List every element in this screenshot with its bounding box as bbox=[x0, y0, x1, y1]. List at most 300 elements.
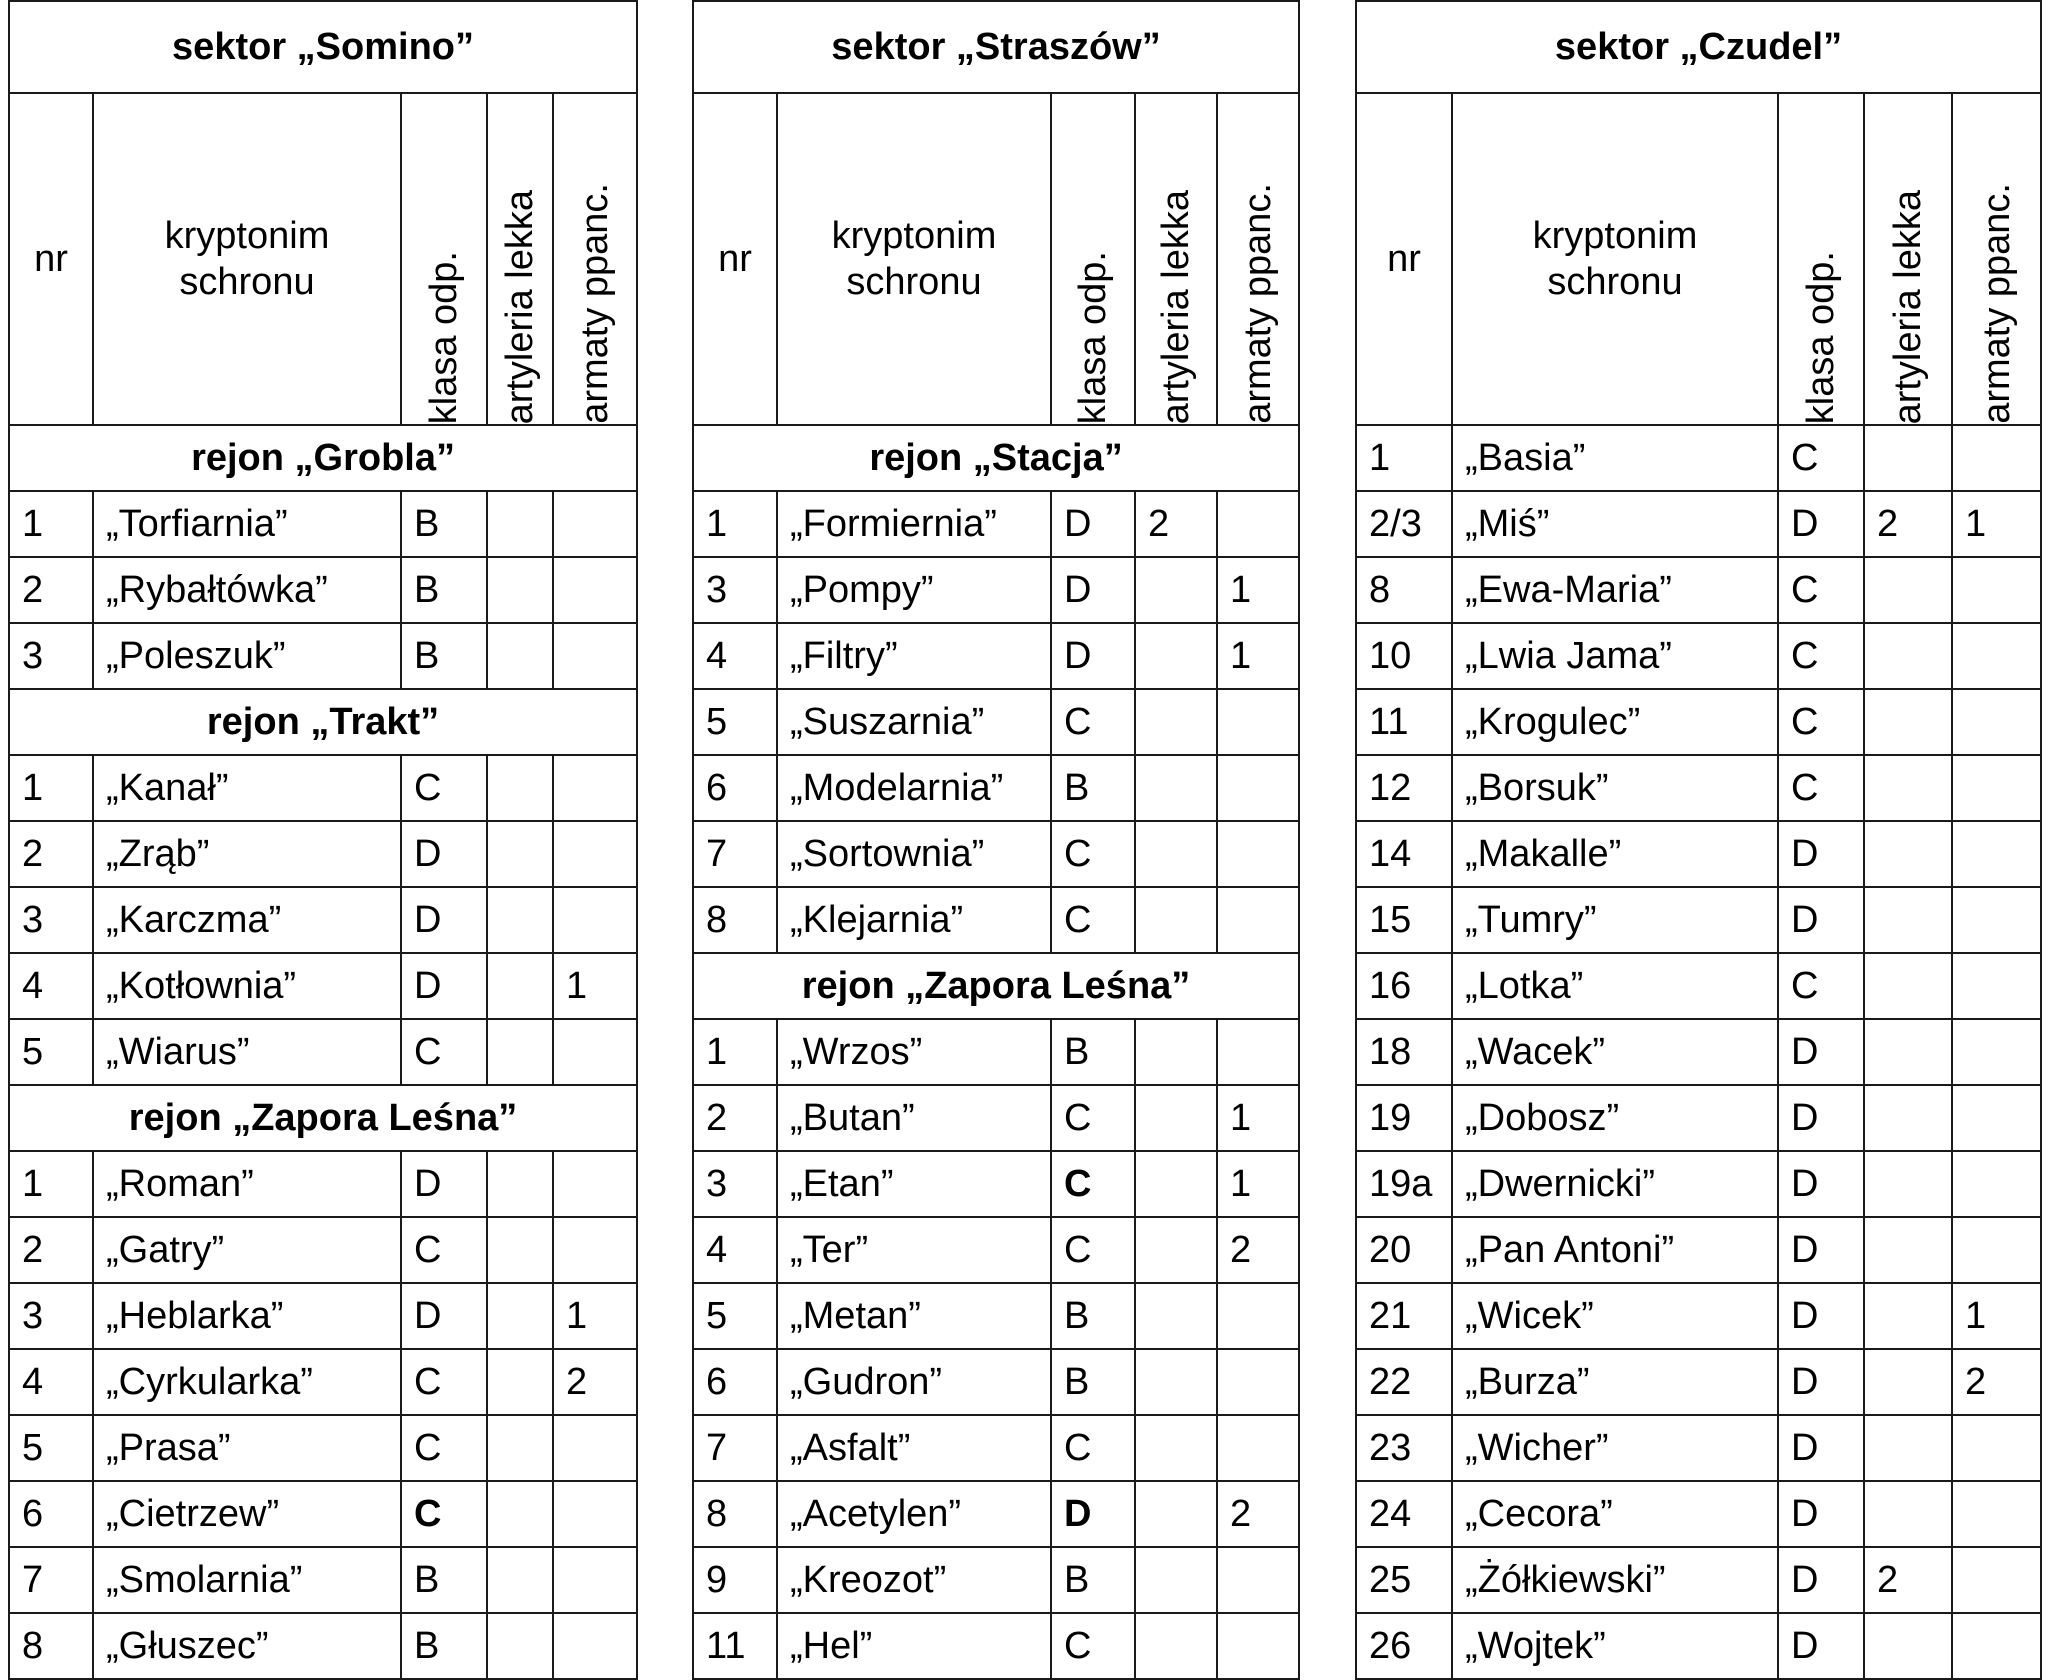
table-row bbox=[693, 755, 1299, 821]
light-artillery-count bbox=[1135, 623, 1217, 689]
resistance-class: C bbox=[401, 1415, 487, 1481]
header-name bbox=[93, 93, 401, 425]
resistance-class: D bbox=[1778, 1547, 1864, 1613]
sector-title: sektor „Czudel” bbox=[1356, 1, 2041, 93]
shelter-name: „Wojtek” bbox=[1452, 1613, 1778, 1679]
at-gun-count bbox=[1952, 1085, 2041, 1151]
header-light-artillery-text: artyleria lekka bbox=[499, 189, 541, 424]
shelter-name: „Hel” bbox=[777, 1613, 1051, 1679]
shelter-nr: 2 bbox=[9, 1217, 93, 1283]
at-gun-count bbox=[553, 491, 637, 557]
table-row bbox=[693, 1019, 1299, 1085]
at-gun-count bbox=[1952, 1547, 2041, 1613]
at-gun-count bbox=[1952, 755, 2041, 821]
header-class bbox=[401, 93, 487, 425]
shelter-nr: 2 bbox=[693, 1085, 777, 1151]
table-row bbox=[9, 953, 637, 1019]
shelter-name: „Cietrzew” bbox=[93, 1481, 401, 1547]
shelter-nr: 1 bbox=[693, 491, 777, 557]
table-row bbox=[9, 1481, 637, 1547]
at-gun-count: 1 bbox=[1217, 623, 1299, 689]
table-row bbox=[693, 1283, 1299, 1349]
shelter-name: „Burza” bbox=[1452, 1349, 1778, 1415]
resistance-class: D bbox=[1778, 1151, 1864, 1217]
resistance-class: C bbox=[401, 755, 487, 821]
resistance-class: D bbox=[1778, 491, 1864, 557]
header-name-line1: kryptonim bbox=[164, 215, 330, 257]
shelter-name: „Torfiarnia” bbox=[93, 491, 401, 557]
header-light-artillery bbox=[1864, 93, 1952, 425]
table-row bbox=[693, 1613, 1299, 1679]
table-row bbox=[693, 1547, 1299, 1613]
table-row bbox=[1356, 425, 2041, 491]
resistance-class: B bbox=[1051, 1547, 1135, 1613]
header-nr: nr bbox=[693, 93, 777, 425]
shelter-nr: 8 bbox=[693, 887, 777, 953]
light-artillery-count bbox=[487, 1481, 553, 1547]
resistance-class: C bbox=[1778, 623, 1864, 689]
at-gun-count bbox=[1952, 425, 2041, 491]
shelter-name: „Kanał” bbox=[93, 755, 401, 821]
header-name-line2: schronu bbox=[179, 261, 315, 303]
table-row bbox=[9, 557, 637, 623]
shelter-nr: 4 bbox=[693, 1217, 777, 1283]
header-light-artillery-text: artyleria lekka bbox=[1155, 189, 1197, 424]
header-class-text: klasa odp. bbox=[1072, 250, 1114, 424]
resistance-class: C bbox=[1778, 755, 1864, 821]
header-light-artillery-text: artyleria lekka bbox=[1887, 189, 1929, 424]
shelter-nr: 1 bbox=[1356, 425, 1452, 491]
shelter-nr: 19 bbox=[1356, 1085, 1452, 1151]
resistance-class: B bbox=[401, 1547, 487, 1613]
table-row bbox=[1356, 491, 2041, 557]
resistance-class: D bbox=[1778, 887, 1864, 953]
table-row bbox=[9, 1547, 637, 1613]
light-artillery-count bbox=[487, 491, 553, 557]
shelter-nr: 1 bbox=[693, 1019, 777, 1085]
shelter-nr: 8 bbox=[1356, 557, 1452, 623]
table-row bbox=[693, 1415, 1299, 1481]
shelter-nr: 7 bbox=[693, 821, 777, 887]
table-row bbox=[693, 1085, 1299, 1151]
at-gun-count: 1 bbox=[1217, 1151, 1299, 1217]
shelter-nr: 26 bbox=[1356, 1613, 1452, 1679]
resistance-class: D bbox=[1778, 1019, 1864, 1085]
shelter-name: „Filtry” bbox=[777, 623, 1051, 689]
header-light-artillery bbox=[1135, 93, 1217, 425]
shelter-name: „Zrąb” bbox=[93, 821, 401, 887]
shelter-nr: 24 bbox=[1356, 1481, 1452, 1547]
table-row bbox=[1356, 1085, 2041, 1151]
light-artillery-count bbox=[1864, 1019, 1952, 1085]
resistance-class: D bbox=[1051, 623, 1135, 689]
shelter-nr: 5 bbox=[9, 1019, 93, 1085]
resistance-class: C bbox=[1778, 953, 1864, 1019]
light-artillery-count bbox=[1864, 755, 1952, 821]
sector-table-somino bbox=[8, 0, 638, 1680]
at-gun-count: 2 bbox=[1217, 1217, 1299, 1283]
at-gun-count bbox=[1217, 1019, 1299, 1085]
light-artillery-count bbox=[487, 1151, 553, 1217]
resistance-class: D bbox=[401, 821, 487, 887]
shelter-name: „Heblarka” bbox=[93, 1283, 401, 1349]
at-gun-count bbox=[1217, 1283, 1299, 1349]
region-label: rejon „Zapora Leśna” bbox=[693, 953, 1299, 1019]
light-artillery-count bbox=[1135, 1415, 1217, 1481]
shelter-nr: 6 bbox=[693, 1349, 777, 1415]
at-gun-count bbox=[553, 557, 637, 623]
resistance-class: C bbox=[1778, 425, 1864, 491]
column-header-row bbox=[693, 93, 1299, 425]
shelter-name: „Kreozot” bbox=[777, 1547, 1051, 1613]
shelter-name: „Roman” bbox=[93, 1151, 401, 1217]
at-gun-count bbox=[553, 1217, 637, 1283]
table-row bbox=[9, 1151, 637, 1217]
light-artillery-count bbox=[1864, 689, 1952, 755]
resistance-class: C bbox=[401, 1019, 487, 1085]
table-row bbox=[1356, 557, 2041, 623]
shelter-name: „Wacek” bbox=[1452, 1019, 1778, 1085]
shelter-name: „Cyrkularka” bbox=[93, 1349, 401, 1415]
shelter-nr: 10 bbox=[1356, 623, 1452, 689]
column-header-row bbox=[1356, 93, 2041, 425]
light-artillery-count bbox=[1135, 557, 1217, 623]
shelter-nr: 21 bbox=[1356, 1283, 1452, 1349]
at-gun-count: 1 bbox=[553, 953, 637, 1019]
table-row bbox=[9, 887, 637, 953]
shelter-name: „Klejarnia” bbox=[777, 887, 1051, 953]
at-gun-count bbox=[1217, 689, 1299, 755]
column-header-row bbox=[9, 93, 637, 425]
at-gun-count: 2 bbox=[1217, 1481, 1299, 1547]
light-artillery-count: 2 bbox=[1864, 1547, 1952, 1613]
light-artillery-count: 2 bbox=[1864, 491, 1952, 557]
resistance-class: D bbox=[1778, 1283, 1864, 1349]
at-gun-count bbox=[1217, 887, 1299, 953]
region-row bbox=[693, 425, 1299, 491]
shelter-nr: 3 bbox=[693, 1151, 777, 1217]
shelter-nr: 2 bbox=[9, 821, 93, 887]
at-gun-count bbox=[1952, 1613, 2041, 1679]
resistance-class: C bbox=[1051, 1613, 1135, 1679]
resistance-class: D bbox=[1778, 1613, 1864, 1679]
table-row bbox=[693, 821, 1299, 887]
shelter-name: „Wicek” bbox=[1452, 1283, 1778, 1349]
light-artillery-count bbox=[1864, 887, 1952, 953]
region-row bbox=[9, 689, 637, 755]
shelter-nr: 3 bbox=[693, 557, 777, 623]
header-at-guns-text: armaty ppanc. bbox=[1975, 183, 2018, 424]
resistance-class: B bbox=[401, 557, 487, 623]
shelter-nr: 5 bbox=[693, 689, 777, 755]
shelter-name: „Metan” bbox=[777, 1283, 1051, 1349]
light-artillery-count bbox=[1135, 1349, 1217, 1415]
shelter-name: „Etan” bbox=[777, 1151, 1051, 1217]
shelter-name: „Lwia Jama” bbox=[1452, 623, 1778, 689]
resistance-class: C bbox=[1051, 1151, 1135, 1217]
sector-title-row bbox=[1356, 1, 2041, 93]
shelter-nr: 18 bbox=[1356, 1019, 1452, 1085]
light-artillery-count bbox=[1135, 1019, 1217, 1085]
table-row bbox=[9, 1613, 637, 1679]
shelter-name: „Krogulec” bbox=[1452, 689, 1778, 755]
at-gun-count bbox=[553, 821, 637, 887]
resistance-class: B bbox=[401, 1613, 487, 1679]
shelter-name: „Pompy” bbox=[777, 557, 1051, 623]
light-artillery-count bbox=[1135, 755, 1217, 821]
at-gun-count: 1 bbox=[1952, 491, 2041, 557]
table-row bbox=[693, 623, 1299, 689]
resistance-class: C bbox=[1778, 557, 1864, 623]
light-artillery-count bbox=[1864, 1415, 1952, 1481]
region-row bbox=[693, 953, 1299, 1019]
shelter-name: „Gudron” bbox=[777, 1349, 1051, 1415]
table-row bbox=[1356, 1283, 2041, 1349]
shelter-name: „Ter” bbox=[777, 1217, 1051, 1283]
shelter-name: „Smolarnia” bbox=[93, 1547, 401, 1613]
at-gun-count: 1 bbox=[1217, 557, 1299, 623]
shelter-name: „Suszarnia” bbox=[777, 689, 1051, 755]
shelter-nr: 22 bbox=[1356, 1349, 1452, 1415]
header-class bbox=[1778, 93, 1864, 425]
light-artillery-count bbox=[487, 1613, 553, 1679]
at-gun-count bbox=[1952, 557, 2041, 623]
table-row bbox=[693, 1151, 1299, 1217]
resistance-class: C bbox=[1051, 1085, 1135, 1151]
region-row bbox=[9, 1085, 637, 1151]
resistance-class: D bbox=[1051, 557, 1135, 623]
resistance-class: C bbox=[401, 1481, 487, 1547]
shelter-name: „Rybałtówka” bbox=[93, 557, 401, 623]
header-name bbox=[777, 93, 1051, 425]
shelter-name: „Pan Antoni” bbox=[1452, 1217, 1778, 1283]
light-artillery-count bbox=[487, 1547, 553, 1613]
shelter-name: „Borsuk” bbox=[1452, 755, 1778, 821]
light-artillery-count bbox=[1135, 1151, 1217, 1217]
at-gun-count bbox=[1217, 755, 1299, 821]
at-gun-count: 1 bbox=[1952, 1283, 2041, 1349]
shelter-nr: 1 bbox=[9, 491, 93, 557]
light-artillery-count bbox=[487, 1019, 553, 1085]
region-label: rejon „Zapora Leśna” bbox=[9, 1085, 637, 1151]
table-row bbox=[693, 557, 1299, 623]
resistance-class: C bbox=[1051, 1217, 1135, 1283]
table-row bbox=[1356, 953, 2041, 1019]
shelter-name: „Butan” bbox=[777, 1085, 1051, 1151]
shelter-name: „Sortownia” bbox=[777, 821, 1051, 887]
table-row bbox=[1356, 1547, 2041, 1613]
sector-title-row bbox=[9, 1, 637, 93]
shelter-name: „Dwernicki” bbox=[1452, 1151, 1778, 1217]
region-label: rejon „Stacja” bbox=[693, 425, 1299, 491]
light-artillery-count bbox=[1864, 1085, 1952, 1151]
shelter-nr: 8 bbox=[9, 1613, 93, 1679]
table-row bbox=[1356, 1151, 2041, 1217]
shelter-nr: 6 bbox=[9, 1481, 93, 1547]
shelter-nr: 4 bbox=[9, 1349, 93, 1415]
shelter-nr: 16 bbox=[1356, 953, 1452, 1019]
light-artillery-count bbox=[1864, 1283, 1952, 1349]
light-artillery-count bbox=[487, 887, 553, 953]
header-class-text: klasa odp. bbox=[1800, 250, 1842, 424]
shelter-nr: 1 bbox=[9, 1151, 93, 1217]
resistance-class: C bbox=[1051, 689, 1135, 755]
table-row bbox=[1356, 887, 2041, 953]
resistance-class: C bbox=[401, 1217, 487, 1283]
shelter-name: „Formiernia” bbox=[777, 491, 1051, 557]
sector-title-row bbox=[693, 1, 1299, 93]
shelter-name: „Gatry” bbox=[93, 1217, 401, 1283]
table-row bbox=[693, 1481, 1299, 1547]
at-gun-count bbox=[553, 1415, 637, 1481]
shelter-name: „Basia” bbox=[1452, 425, 1778, 491]
at-gun-count bbox=[553, 887, 637, 953]
header-class-text: klasa odp. bbox=[423, 250, 465, 424]
resistance-class: D bbox=[401, 1151, 487, 1217]
table-row bbox=[1356, 1415, 2041, 1481]
header-name-line2: schronu bbox=[1547, 261, 1683, 303]
light-artillery-count bbox=[1864, 425, 1952, 491]
header-at-guns bbox=[1952, 93, 2041, 425]
resistance-class: C bbox=[1778, 689, 1864, 755]
sector-table-straszow bbox=[692, 0, 1300, 1680]
light-artillery-count bbox=[1864, 1349, 1952, 1415]
resistance-class: D bbox=[1778, 1415, 1864, 1481]
shelter-name: „Poleszuk” bbox=[93, 623, 401, 689]
at-gun-count: 2 bbox=[553, 1349, 637, 1415]
at-gun-count bbox=[553, 755, 637, 821]
at-gun-count: 1 bbox=[553, 1283, 637, 1349]
header-at-guns bbox=[1217, 93, 1299, 425]
light-artillery-count bbox=[1864, 1613, 1952, 1679]
resistance-class: C bbox=[1051, 821, 1135, 887]
region-row bbox=[9, 425, 637, 491]
shelter-name: „Żółkiewski” bbox=[1452, 1547, 1778, 1613]
light-artillery-count bbox=[1135, 887, 1217, 953]
resistance-class: D bbox=[1778, 1349, 1864, 1415]
at-gun-count bbox=[1217, 1415, 1299, 1481]
resistance-class: D bbox=[1778, 821, 1864, 887]
shelter-nr: 12 bbox=[1356, 755, 1452, 821]
light-artillery-count: 2 bbox=[1135, 491, 1217, 557]
shelter-nr: 7 bbox=[9, 1547, 93, 1613]
light-artillery-count bbox=[487, 1283, 553, 1349]
at-gun-count bbox=[1217, 491, 1299, 557]
table-row bbox=[693, 491, 1299, 557]
table-row bbox=[693, 1217, 1299, 1283]
shelter-name: „Modelarnia” bbox=[777, 755, 1051, 821]
light-artillery-count bbox=[1864, 953, 1952, 1019]
at-gun-count bbox=[1217, 1547, 1299, 1613]
shelter-nr: 3 bbox=[9, 1283, 93, 1349]
shelter-nr: 4 bbox=[693, 623, 777, 689]
table-row bbox=[9, 1415, 637, 1481]
resistance-class: B bbox=[401, 491, 487, 557]
shelter-name: „Lotka” bbox=[1452, 953, 1778, 1019]
at-gun-count bbox=[1217, 821, 1299, 887]
table-row bbox=[1356, 623, 2041, 689]
light-artillery-count bbox=[487, 1415, 553, 1481]
at-gun-count bbox=[1217, 1613, 1299, 1679]
shelter-name: „Asfalt” bbox=[777, 1415, 1051, 1481]
shelter-name: „Miś” bbox=[1452, 491, 1778, 557]
table-row bbox=[9, 1019, 637, 1085]
at-gun-count bbox=[553, 1019, 637, 1085]
at-gun-count bbox=[1952, 1217, 2041, 1283]
shelter-name: „Acetylen” bbox=[777, 1481, 1051, 1547]
resistance-class: D bbox=[401, 953, 487, 1019]
resistance-class: C bbox=[401, 1349, 487, 1415]
at-gun-count bbox=[553, 1481, 637, 1547]
light-artillery-count bbox=[487, 1349, 553, 1415]
shelter-nr: 25 bbox=[1356, 1547, 1452, 1613]
light-artillery-count bbox=[1135, 689, 1217, 755]
table-row bbox=[9, 1217, 637, 1283]
shelter-nr: 11 bbox=[693, 1613, 777, 1679]
table-row bbox=[9, 1349, 637, 1415]
shelter-nr: 2 bbox=[9, 557, 93, 623]
shelter-nr: 15 bbox=[1356, 887, 1452, 953]
light-artillery-count bbox=[1864, 1151, 1952, 1217]
header-class bbox=[1051, 93, 1135, 425]
at-gun-count bbox=[553, 1547, 637, 1613]
shelter-name: „Makalle” bbox=[1452, 821, 1778, 887]
light-artillery-count bbox=[1864, 557, 1952, 623]
shelter-nr: 2/3 bbox=[1356, 491, 1452, 557]
shelter-name: „Wicher” bbox=[1452, 1415, 1778, 1481]
at-gun-count bbox=[1952, 821, 2041, 887]
resistance-class: B bbox=[1051, 1283, 1135, 1349]
resistance-class: D bbox=[1051, 1481, 1135, 1547]
shelter-name: „Dobosz” bbox=[1452, 1085, 1778, 1151]
at-gun-count bbox=[553, 1613, 637, 1679]
header-at-guns-text: armaty ppanc. bbox=[574, 183, 617, 424]
shelter-nr: 5 bbox=[9, 1415, 93, 1481]
shelter-nr: 8 bbox=[693, 1481, 777, 1547]
light-artillery-count bbox=[1135, 1085, 1217, 1151]
header-at-guns-text: armaty ppanc. bbox=[1237, 183, 1280, 424]
sector-table-czudel bbox=[1355, 0, 2042, 1680]
table-row bbox=[9, 1283, 637, 1349]
at-gun-count bbox=[1952, 689, 2041, 755]
at-gun-count bbox=[1952, 623, 2041, 689]
header-name-line2: schronu bbox=[846, 261, 982, 303]
shelter-nr: 1 bbox=[9, 755, 93, 821]
shelter-nr: 11 bbox=[1356, 689, 1452, 755]
shelter-nr: 14 bbox=[1356, 821, 1452, 887]
shelter-name: „Wrzos” bbox=[777, 1019, 1051, 1085]
light-artillery-count bbox=[1864, 1217, 1952, 1283]
resistance-class: B bbox=[401, 623, 487, 689]
shelter-name: „Karczma” bbox=[93, 887, 401, 953]
light-artillery-count bbox=[1864, 1481, 1952, 1547]
header-at-guns bbox=[553, 93, 637, 425]
sector-title: sektor „Straszów” bbox=[693, 1, 1299, 93]
light-artillery-count bbox=[1135, 821, 1217, 887]
resistance-class: D bbox=[1778, 1481, 1864, 1547]
table-row bbox=[9, 491, 637, 557]
header-light-artillery bbox=[487, 93, 553, 425]
table-row bbox=[693, 1349, 1299, 1415]
at-gun-count bbox=[1952, 953, 2041, 1019]
table-row bbox=[1356, 689, 2041, 755]
at-gun-count bbox=[553, 623, 637, 689]
shelter-name: „Cecora” bbox=[1452, 1481, 1778, 1547]
shelter-nr: 9 bbox=[693, 1547, 777, 1613]
table-row bbox=[1356, 1217, 2041, 1283]
light-artillery-count bbox=[487, 953, 553, 1019]
light-artillery-count bbox=[1135, 1481, 1217, 1547]
